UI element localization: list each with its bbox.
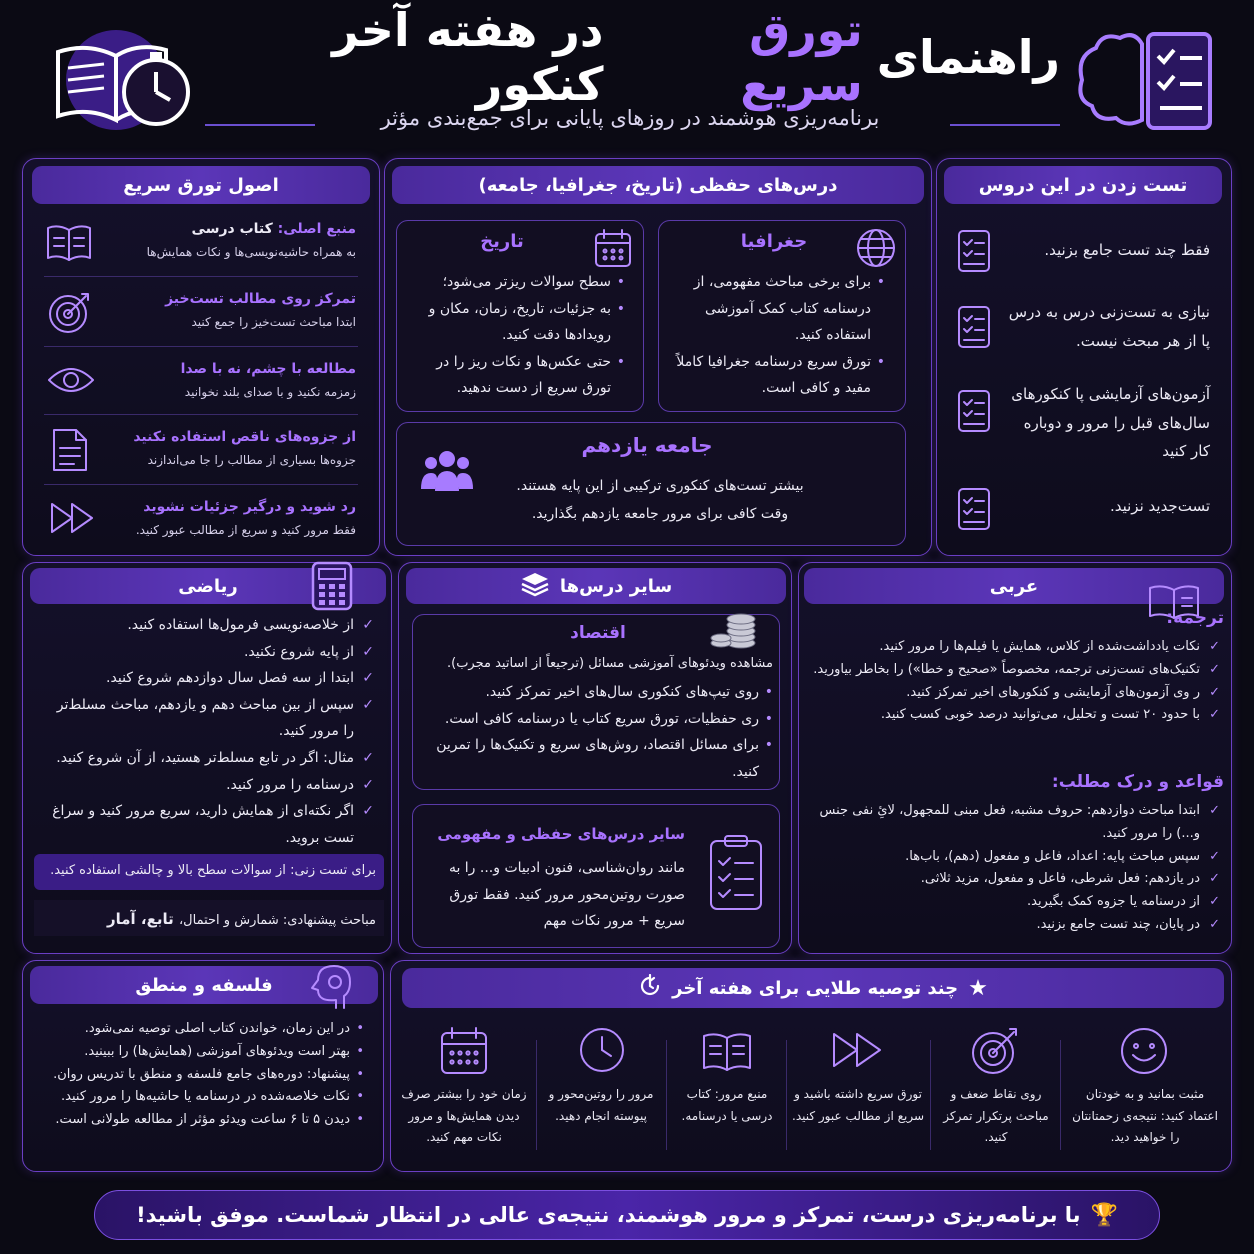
list-item: ✓ در یازدهم: فعل شرطی، فاعل و مفعول، مزید ثلاثی. — [812, 868, 1220, 891]
subtitle-line-left — [205, 124, 315, 126]
principle-desc: به همراه حاشیه‌نویسی‌ها و نکات همایش‌ها — [146, 245, 356, 259]
misc-subjects-card — [412, 804, 780, 948]
page-title — [200, 3, 1060, 111]
page-subtitle: برنامه‌ریزی هوشمند در روزهای پایانی برای جمع‌بندی مؤثر — [380, 106, 880, 130]
principle-title: از جزوه‌های ناقص استفاده نکنید — [133, 429, 356, 445]
test-item — [944, 482, 1224, 542]
checklist-icon — [956, 304, 992, 354]
list-item: ✓ از درسنامه یا جزوه کمک بگیرید. — [812, 891, 1220, 914]
test-item — [944, 298, 1224, 358]
misc-subjects-title: سایر درس‌های حفظی و مفهومی — [437, 825, 685, 843]
tip-item — [792, 1018, 924, 1162]
list-item: • به جزئیات، تاریخ، زمان، مکان و رویدادها دقت کنید. — [413, 296, 625, 349]
list-item: • سطح سوالات ریزتر می‌شود؛ — [413, 269, 625, 296]
principle-desc: زمزمه نکنید و با صدای بلند نخوانید — [184, 385, 356, 399]
math-list — [46, 612, 374, 851]
tests-header — [944, 166, 1222, 204]
society-card — [396, 422, 906, 546]
misc-subjects-text: مانند روان‌شناسی، فنون ادبیات و... را به صورت روتین‌محور مرور کنید. فقط تورق سریع + مرور نکات مهم — [448, 860, 685, 930]
test-text: تست‌جدید نزنید. — [1109, 497, 1210, 515]
list-item: ✓ سپس از بین مباحث دهم و یازدهم، مباحث مسلط‌تر را مرور کنید. — [46, 692, 374, 745]
economy-title: اقتصاد — [570, 623, 626, 643]
society-line-2: وقت کافی برای مرور جامعه یازدهم بگذارید. — [531, 506, 789, 522]
math-title: ریاضی — [178, 575, 238, 597]
tests-title: تست زدن در این دروس — [978, 174, 1188, 196]
test-text: نیازی به تست‌زنی درس به درس پا از هر مبحث نیست. — [1008, 303, 1210, 350]
principle-item — [36, 212, 366, 276]
divider — [1060, 1040, 1061, 1150]
principle-title: مطالعه با چشم، نه با صدا — [180, 361, 356, 377]
list-item: • برای مسائل اقتصاد، روش‌های سریع و تکنیک‌ها را تمرین کنید. — [427, 732, 773, 785]
calendar-icon — [438, 1024, 490, 1080]
star-icon: ★ — [968, 975, 988, 1001]
list-item: • ری حفظیات، تورق سریع کتاب یا درسنامه کافی است. — [427, 706, 773, 733]
principles-header — [32, 166, 370, 204]
arabic-title: عربی — [989, 575, 1039, 597]
list-item: • نکات خلاصه‌شده در درسنامه یا حاشیه‌ها را مرور کنید. — [34, 1086, 364, 1109]
list-item: ✓ نکات یادداشت‌شده از کلاس، همایش یا فیلم‌ها را مرور کنید. — [812, 636, 1220, 659]
economy-card — [412, 614, 780, 790]
history-card — [396, 220, 644, 412]
philosophy-title: فلسفه و منطق — [135, 974, 273, 996]
principle-desc: فقط مرور کنید و سریع از مطالب عبور کنید. — [135, 523, 356, 537]
list-item: ✓ ابتدا مباحث دوازدهم: حروف مشبه، فعل مبنی للمجهول، لائِ نفی جنس و...) را مرور کنید. — [812, 800, 1220, 846]
tip-text: روی نقاط ضعف و مباحث پرتکرار تمرکز کنید. — [943, 1087, 1049, 1145]
list-item: • در این زمان، خواندن کتاب اصلی توصیه نمی‌شود. — [34, 1018, 364, 1041]
target-icon — [968, 1024, 1022, 1082]
title-part-2: تورق سریع — [740, 3, 863, 111]
list-item: ✓ از خلاصه‌نویسی فرمول‌ها استفاده کنید. — [46, 612, 374, 639]
tip-item — [936, 1018, 1056, 1162]
globe-icon — [855, 227, 897, 273]
list-item: • بهتر است ویدئوهای آموزشی (همایش‌ها) را ببینید. — [34, 1041, 364, 1064]
tip-text: زمان خود را بیشتر صرف دیدن همایش‌ها و مرور نکات مهم کنید. — [401, 1087, 527, 1145]
list-item: ✓ ر وی آزمون‌های آزمایشی و کنکورهای اخیر تمرکز کنید. — [812, 682, 1220, 705]
divider — [44, 414, 358, 415]
principle-title: تمرکز روی مطالب تست‌خیز — [165, 291, 356, 307]
calculator-icon — [310, 560, 354, 616]
title-part-3: در هفته آخر کنکور — [332, 3, 604, 111]
fast-forward-icon — [830, 1030, 886, 1074]
test-text: آزمون‌های آزمایشی پا کنکورهای سال‌های قبل را مرور و دوباره کار کنید — [1011, 385, 1210, 460]
economy-list — [427, 679, 773, 785]
math-test-tip: برای تست زنی: از سوالات سطح بالا و چالشی استفاده کنید. — [34, 854, 384, 890]
principle-desc: ابتدا مباحث تست‌خیز را جمع کنید — [191, 315, 356, 329]
history-title: تاریخ — [480, 231, 524, 252]
list-item: ✓ ابتدا از سه فصل سال دوازدهم شروع کنید. — [46, 665, 374, 692]
test-item — [944, 222, 1224, 282]
principle-item — [36, 282, 366, 346]
checklist-icon — [956, 388, 992, 438]
calendar-icon — [593, 227, 633, 273]
tip-item — [542, 1018, 660, 1162]
history-list — [413, 269, 625, 402]
test-item — [944, 380, 1224, 464]
list-item: ✓ از پایه شروع نکنید. — [46, 639, 374, 666]
list-item: ✓ مثال: اگر در تابع مسلط‌تر هستید، از آن شروع کنید. — [46, 745, 374, 772]
others-title: سایر درس‌ها — [559, 575, 673, 597]
society-title: جامعه یازدهم — [581, 433, 713, 457]
divider — [44, 346, 358, 347]
timer-refresh-icon — [638, 974, 662, 1003]
list-item: ✓ اگر نکته‌ای از همایش دارید، سریع مرور کنید و سراغ تست بروید. — [46, 798, 374, 851]
test-text: فقط چند تست جامع بزنید. — [1044, 241, 1210, 259]
tip-item — [672, 1018, 782, 1162]
philosophy-list — [34, 1018, 364, 1132]
subtitle-line-right — [950, 124, 1060, 126]
list-item: • برای برخی مباحث مفهومی، از درسنامه کتاب کمک آموزشی استفاده کنید. — [675, 269, 885, 349]
memorize-title: درس‌های حفظی (تاریخ، جغرافیا، جامعه) — [478, 174, 838, 196]
principle-title: رد شوید و درگیر جزئیات نشوید — [143, 499, 356, 515]
list-item: • روی تیپ‌های کنکوری سال‌های اخیر تمرکز کنید. — [427, 679, 773, 706]
checklist-icon — [956, 486, 992, 536]
divider — [786, 1040, 787, 1150]
tip-text: مثبت بمانید و به خودتان اعتماد کنید: نتیجه‌ی زحمتانتان را خواهید دید. — [1072, 1087, 1218, 1145]
list-item: ✓ سپس مباحث پایه: اعداد، فاعل و مفعول (دهم)، باب‌ها. — [812, 846, 1220, 869]
divider — [666, 1040, 667, 1150]
list-item: ✓ درسنامه را مرور کنید. — [46, 772, 374, 799]
translation-title: ترجمه: — [1166, 608, 1224, 628]
geography-list — [675, 269, 885, 402]
checklist-icon — [956, 228, 992, 278]
tip-item — [398, 1018, 530, 1162]
translation-list — [812, 636, 1220, 727]
list-item: • حتی عکس‌ها و نکات ریز را در تورق سریع از دست ندهید. — [413, 349, 625, 402]
math-suggestions: مباحث پیشنهادی: شمارش و احتمال، تابع، آمار — [34, 900, 384, 936]
header-book-clock-illustration — [38, 22, 198, 130]
footer-text: با برنامه‌ریزی درست، تمرکز و مرور هوشمند، نتیجه‌ی عالی در انتظار شماست. موفق باشید! — [136, 1203, 1081, 1227]
head-thinking-icon — [306, 962, 356, 1016]
book-icon — [700, 1028, 754, 1078]
divider — [44, 484, 358, 485]
principle-desc: جزوه‌ها بسیاری از مطالب را جا می‌اندازند — [147, 453, 356, 467]
coins-icon — [709, 609, 759, 655]
tips-header — [402, 968, 1224, 1008]
list-item: ✓ در پایان، چند تست جامع بزنید. — [812, 914, 1220, 937]
principle-item — [36, 490, 366, 550]
geography-title: جغرافیا — [740, 231, 808, 252]
grammar-title: قواعد و درک مطلب: — [1051, 772, 1224, 792]
divider — [930, 1040, 931, 1150]
tip-item — [1070, 1018, 1220, 1162]
clipboard-checklist-icon — [707, 833, 765, 917]
tip-text: منبع مرور: کتاب درسی یا درسنامه. — [681, 1087, 773, 1123]
society-line-1: بیشتر تست‌های کنکوری ترکیبی از این پایه هستند. — [516, 478, 804, 494]
list-item: • دیدن ۵ تا ۶ ساعت ویدئو مؤثر از مطالعه طولانی است. — [34, 1109, 364, 1132]
divider — [44, 276, 358, 277]
list-item: ✓ تکنیک‌های تست‌زنی ترجمه، مخصوصاً «صحیح و خطا») را بخاطر بیاورید. — [812, 659, 1220, 682]
divider — [536, 1040, 537, 1150]
list-item: • پیشنهاد: دوره‌های جامع فلسفه و منطق با تدریس روان. — [34, 1064, 364, 1087]
grammar-list — [812, 800, 1220, 937]
trophy-icon: 🏆 — [1090, 1202, 1118, 1228]
clock-icon — [576, 1024, 628, 1080]
geography-card — [658, 220, 906, 412]
principle-item — [36, 420, 366, 484]
footer-banner — [94, 1190, 1160, 1240]
layers-icon — [520, 571, 550, 602]
principles-title: اصول تورق سریع — [123, 174, 279, 196]
list-item: ✓ با حدود ۲۰ تست و تحلیل، می‌توانید درصد خوبی کسب کنید. — [812, 704, 1220, 727]
list-item: • تورق سریع درسنامه جغرافیا کاملاً مفید و کافی است. — [675, 349, 885, 402]
people-group-icon — [419, 447, 475, 499]
principle-title: منبع اصلی: کتاب درسی — [191, 221, 356, 237]
tip-text: تورق سریع داشته باشید و سریع از مطالب عبور کنید. — [792, 1087, 924, 1123]
tips-title: چند توصیه طلایی برای هفته آخر — [672, 977, 959, 999]
others-header — [406, 568, 786, 604]
memorize-header — [392, 166, 924, 204]
smile-icon — [1117, 1024, 1171, 1082]
title-part-1: راهنمای — [876, 30, 1060, 84]
tip-text: مرور را روتین‌محور و پیوسته انجام دهید. — [548, 1087, 654, 1123]
economy-intro: مشاهده ویدئوهای آموزشی مسائل (ترجیعاً از اساتید مجرب). — [446, 656, 773, 671]
header-brain-checklist-illustration — [1068, 20, 1218, 140]
principle-item — [36, 352, 366, 416]
